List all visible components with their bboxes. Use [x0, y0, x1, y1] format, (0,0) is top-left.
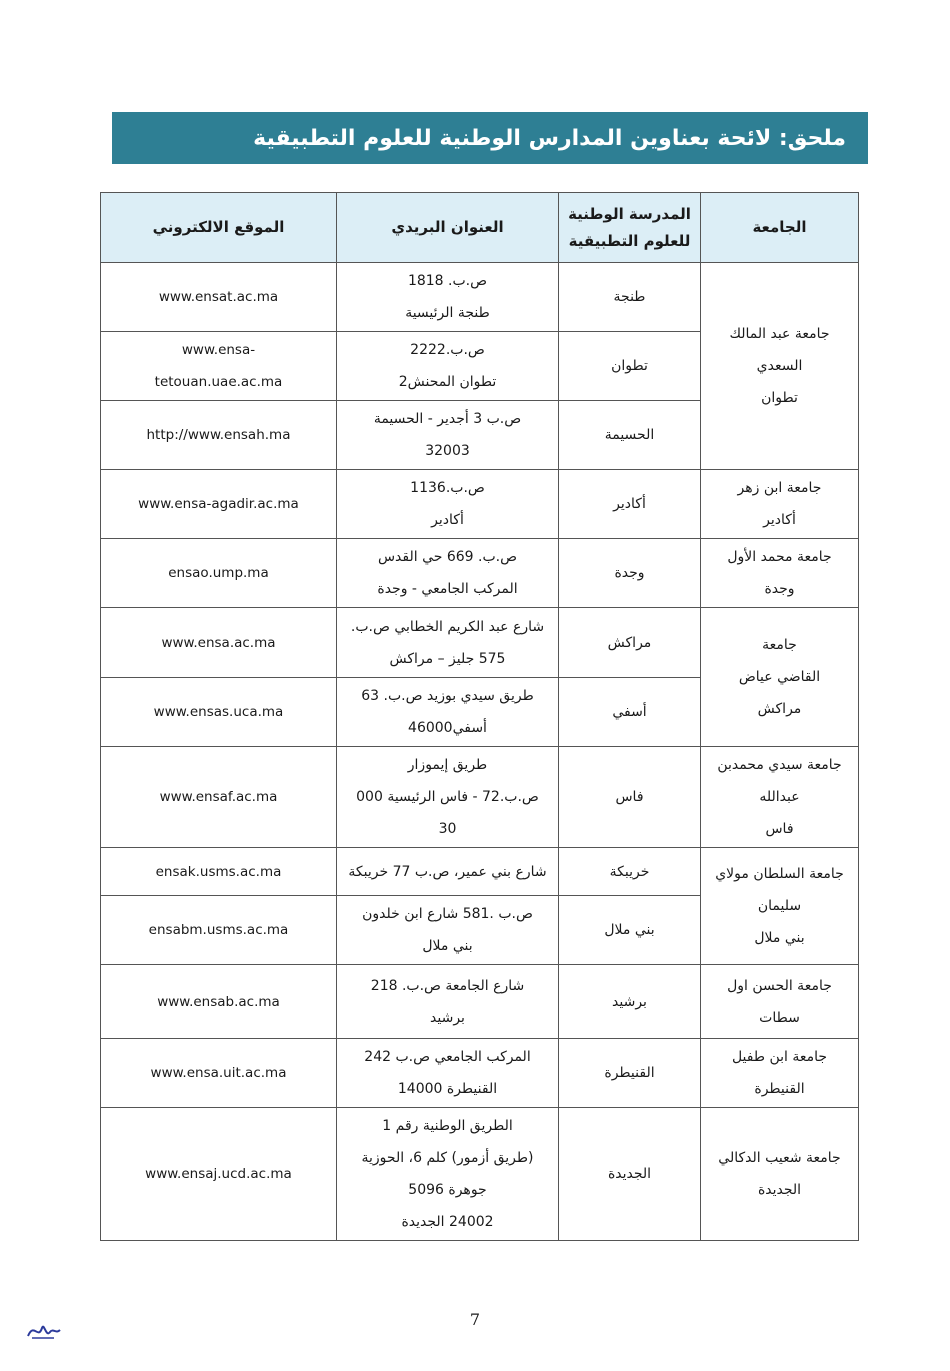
signature-mark [24, 1318, 64, 1342]
address-cell [337, 608, 559, 678]
address-cell [337, 1039, 559, 1108]
university-cell-line: جامعة محمد الأول [727, 549, 832, 565]
website-cell-line: www.ensat.ac.ma [158, 289, 279, 305]
university-cell-line: جامعة ابن زهر [737, 480, 822, 496]
university-cell [701, 1039, 859, 1108]
website-cell [101, 965, 337, 1039]
table-row [101, 747, 859, 848]
table-row [101, 848, 859, 896]
website-cell [101, 470, 337, 539]
university-cell-line: جامعة السلطان مولاي [715, 866, 844, 882]
school-cell: طنجة [559, 263, 701, 332]
university-cell [701, 263, 859, 470]
address-cell-line: ص.ب. 669 حي القدس [377, 549, 518, 565]
website-cell-line: tetouan.uae.ac.ma [154, 374, 283, 390]
address-cell-line: طنجة الرئيسية [405, 305, 490, 321]
table-row [101, 608, 859, 678]
university-cell [701, 539, 859, 608]
website-cell [101, 401, 337, 470]
university-cell-line: جامعة الحسن اول [727, 977, 832, 994]
school-cell: فاس [559, 747, 701, 848]
address-cell-line: المركب الجامعي ص.ب 242 [364, 1049, 531, 1065]
school-cell: أكادير [559, 470, 701, 539]
website-cell [101, 678, 337, 747]
table-row [101, 470, 859, 539]
address-cell-line: ص.ب 3 أجدير - الحسيمة [373, 411, 522, 427]
page-number: 7 [469, 1310, 481, 1329]
address-cell-line: ص.ب. 1818 [407, 273, 488, 289]
address-cell [337, 678, 559, 747]
page-title: ملحق: لائحة بعناوين المدارس الوطنية للعلوم التطبيقية [253, 125, 846, 151]
website-cell [101, 332, 337, 401]
website-cell-line: www.ensas.uca.ma [153, 704, 284, 720]
school-cell: وجدة [559, 539, 701, 608]
school-cell: أسفي [559, 678, 701, 747]
header-school: المدرسة الوطنية للعلوم التطبيقية [559, 193, 701, 263]
header-address: العنوان البريدي [337, 193, 559, 263]
address-cell-line: شارع بني عمير، ص.ب 77 خريبكة [348, 863, 547, 880]
university-cell-line: مراكش [757, 701, 802, 717]
address-cell [337, 332, 559, 401]
table-row [101, 263, 859, 332]
address-cell [337, 965, 559, 1039]
address-cell [337, 263, 559, 332]
university-cell-line: جامعة سيدي محمدبن [717, 757, 842, 773]
website-cell-line: www.ensa.ac.ma [161, 634, 276, 651]
address-cell-line: ص.ب .581 شارع ابن خلدون [362, 906, 533, 922]
university-cell-line: سطات [759, 1009, 800, 1026]
table-row [101, 965, 859, 1039]
header-website: الموقع الالكتروني [101, 193, 337, 263]
address-cell [337, 896, 559, 965]
website-cell-line: www.ensab.ac.ma [157, 993, 280, 1010]
university-cell [701, 1108, 859, 1241]
website-cell-line: ensao.ump.ma [168, 565, 269, 581]
university-cell-line: جامعة ابن طفيل [731, 1049, 828, 1065]
website-cell [101, 263, 337, 332]
address-cell-line: 575 جليز – مراكش [389, 650, 506, 667]
address-cell-line: (طريق أزمور) كلم 6، الحوزية [361, 1150, 534, 1166]
school-cell: برشيد [559, 965, 701, 1039]
website-cell [101, 608, 337, 678]
address-cell-line: طريق إيموزار [407, 757, 488, 773]
address-cell-line: أكادير [431, 512, 464, 528]
website-cell [101, 896, 337, 965]
university-cell-line: وجدة [764, 581, 795, 597]
school-cell: الجديدة [559, 1108, 701, 1241]
website-cell-line: www.ensa.uit.ac.ma [150, 1065, 287, 1081]
address-cell-line: جوهرة 5096 [408, 1182, 487, 1198]
university-cell-line: جامعة عبد المالك [729, 326, 830, 342]
address-cell-line: ص.ب.72 - فاس الرئيسية 000 [356, 789, 539, 805]
address-cell-line: شارع عبد الكريم الخطابي ص.ب. [350, 618, 545, 635]
university-cell [701, 470, 859, 539]
website-cell-line: www.ensaf.ac.ma [159, 789, 278, 805]
university-cell-line: عبدالله [759, 789, 800, 805]
address-cell-line: القنيطرة 14000 [397, 1081, 498, 1097]
university-cell-line: القنيطرة [754, 1081, 805, 1097]
website-cell-line: www.ensa-agadir.ac.ma [138, 496, 299, 512]
website-cell-line: http://www.ensah.ma [146, 427, 291, 443]
university-cell [701, 747, 859, 848]
university-cell-line: أكادير [763, 512, 796, 528]
university-cell-line: القاضي عياض [738, 669, 821, 685]
address-cell-line: ص.ب.2222 [410, 342, 485, 358]
address-cell-line: أسفي46000 [408, 720, 487, 736]
address-cell-line: الطريق الوطنية رقم 1 [382, 1118, 513, 1134]
address-cell [337, 848, 559, 896]
table-row [101, 539, 859, 608]
website-cell [101, 539, 337, 608]
school-cell: تطوان [559, 332, 701, 401]
website-cell-line: ensabm.usms.ac.ma [148, 922, 289, 938]
table-body [101, 263, 859, 1241]
website-cell [101, 1108, 337, 1241]
address-cell-line: تطوان المحنش2 [398, 374, 497, 390]
school-cell: الحسيمة [559, 401, 701, 470]
university-cell-line: فاس [765, 821, 794, 837]
university-cell-line: تطوان [761, 390, 798, 406]
website-cell-line: www.ensa- [181, 342, 256, 358]
address-cell-line: طريق سيدي بوزيد ص.ب. 63 [361, 688, 534, 704]
address-cell-line: بني ملال [422, 938, 473, 954]
header-university: الجامعة [701, 193, 859, 263]
address-cell-line: 24002 الجديدة [401, 1214, 494, 1230]
school-cell: مراكش [559, 608, 701, 678]
page-title-banner [112, 112, 868, 164]
website-cell-line: ensak.usms.ac.ma [155, 863, 282, 880]
university-cell-line: الجديدة [757, 1182, 802, 1198]
table-row [101, 1039, 859, 1108]
address-cell [337, 539, 559, 608]
website-cell [101, 747, 337, 848]
address-cell [337, 401, 559, 470]
address-cell-line: 30 [438, 821, 457, 837]
university-cell-line: جامعة [762, 637, 797, 653]
address-cell-line: برشيد [430, 1009, 465, 1026]
university-cell-line: بني ملال [754, 930, 805, 946]
address-cell-line: 32003 [425, 443, 470, 459]
address-cell [337, 747, 559, 848]
schools-table [100, 192, 859, 1241]
school-cell: بني ملال [559, 896, 701, 965]
university-cell-line: سليمان [757, 898, 802, 914]
address-cell-line: ص.ب.1136 [410, 480, 485, 496]
address-cell-line: المركب الجامعي - وجدة [377, 581, 518, 597]
university-cell [701, 965, 859, 1039]
university-cell [701, 608, 859, 747]
address-cell [337, 1108, 559, 1241]
university-cell-line: السعدي [756, 358, 803, 374]
website-cell-line: www.ensaj.ucd.ac.ma [145, 1166, 292, 1182]
table-header-row [101, 193, 859, 263]
address-cell [337, 470, 559, 539]
university-cell-line: جامعة شعيب الدكالي [718, 1150, 841, 1166]
table-row [101, 1108, 859, 1241]
address-cell-line: شارع الجامعة ص.ب. 218 [370, 977, 525, 994]
university-cell [701, 848, 859, 965]
school-cell: خريبكة [559, 848, 701, 896]
school-cell: القنيطرة [559, 1039, 701, 1108]
website-cell [101, 1039, 337, 1108]
website-cell [101, 848, 337, 896]
